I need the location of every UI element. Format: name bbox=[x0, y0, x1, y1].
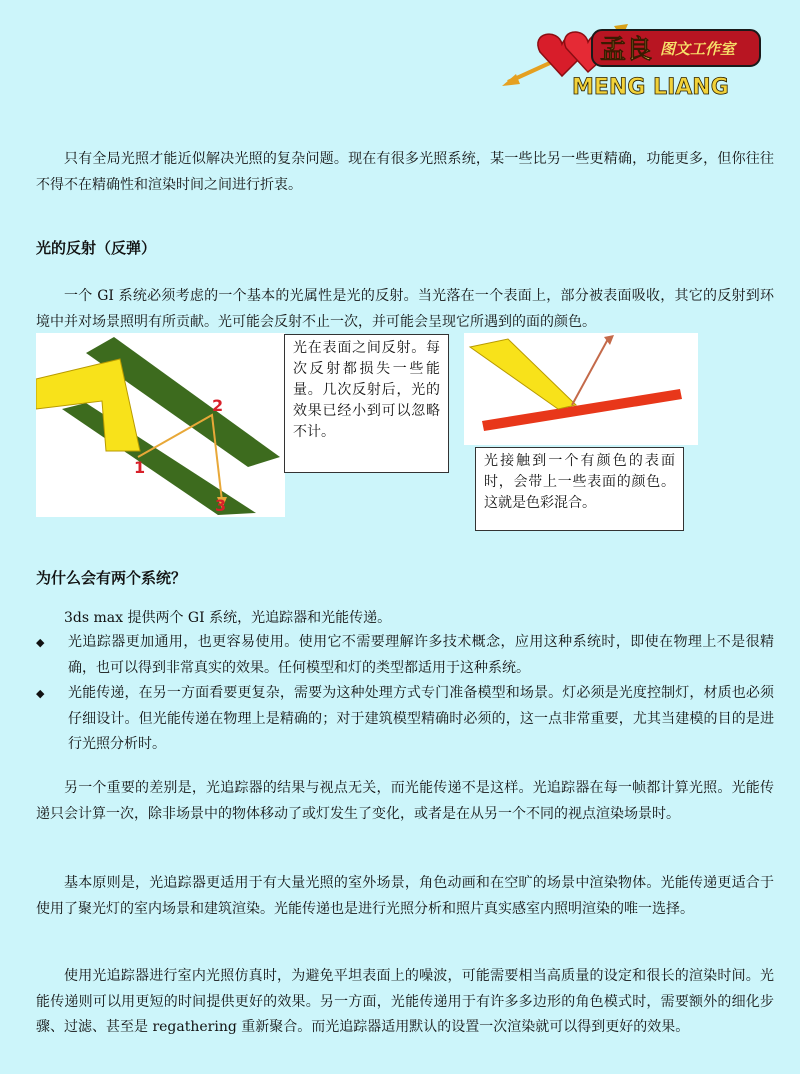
reflection-paragraph: 一个 GI 系统必须考虑的一个基本的光属性是光的反射。当光落在一个表面上，部分被表面吸收，其它的反射到环境中并对场景照明有所贡献。光可能会反射不止一次，并可能会呈现它所遇到的面的颜色。 bbox=[36, 288, 774, 330]
callout-reflection-loss: 光在表面之间反射。每次反射都损失一些能量。几次反射后，光的效果已经小到可以忽略不计。 bbox=[284, 334, 449, 473]
diamond-bullet-icon: ◆ bbox=[36, 687, 45, 700]
list-item bbox=[36, 630, 774, 681]
section-heading-two-systems: 为什么会有两个系统？ bbox=[36, 569, 187, 587]
red-surface bbox=[482, 389, 682, 431]
logo-cn-name: 孟良 bbox=[600, 35, 653, 65]
list-item bbox=[36, 681, 774, 758]
studio-logo bbox=[500, 10, 770, 102]
logo-cn-studio: 图文工作室 bbox=[660, 40, 736, 58]
callout-color-bleeding: 光接触到一个有颜色的表面时，会带上一些表面的颜色。这就是色彩混合。 bbox=[475, 447, 684, 531]
paragraph-basic-principle: 基本原则是，光追踪器更适用于有大量光照的室外场景，角色动画和在空旷的场景中渲染物体。光能传递更适合于使用了聚光灯的室内场景和建筑渲染。光能传递也是进行光照分析和照片真实感室内照明渲染的唯一选择。 bbox=[36, 875, 774, 917]
bounce-label-2: 2 bbox=[212, 396, 224, 415]
figure-color-bleeding bbox=[464, 333, 698, 445]
figure-light-bounce bbox=[36, 333, 285, 517]
logo-en-name: MENG LIANG bbox=[572, 75, 729, 100]
section-heading-reflection: 光的反射（反弹） bbox=[36, 239, 157, 257]
paragraph-view-dependence: 另一个重要的差别是，光追踪器的结果与视点无关，而光能传递不是这样。光追踪器在每一帧都计算光照。光能传递只会计算一次，除非场景中的物体移动了或灯发生了变化，或者是在从另一个不同的视点渲染场景时。 bbox=[36, 780, 774, 822]
bounce-label-1: 1 bbox=[134, 458, 146, 477]
bullet-text-light-tracer: 光追踪器更加通用，也更容易使用。使用它不需要理解许多技术概念，应用这种系统时，即使在物理上不是很精确，也可以得到非常真实的效果。任何模型和灯的类型都适用于这种系统。 bbox=[68, 634, 774, 676]
diamond-bullet-icon: ◆ bbox=[36, 636, 45, 649]
intro-paragraph: 只有全局光照才能近似解决光照的复杂问题。现在有很多光照系统，某一些比另一些更精确，功能更多，但你往往不得不在精确性和渲染时间之间进行折衷。 bbox=[36, 151, 774, 193]
bullet-text-radiosity: 光能传递，在另一方面看要更复杂，需要为这种处理方式专门准备模型和场景。灯必须是光度控制灯，材质也必须仔细设计。但光能传递在物理上是精确的；对于建筑模型精确时必须的，这一点非常重要，尤其当建模的目的是进行光照分析时。 bbox=[68, 685, 774, 752]
yellow-light-ray bbox=[470, 339, 576, 409]
two-systems-intro: 3ds max 提供两个 GI 系统，光追踪器和光能传递。 bbox=[64, 610, 392, 626]
paragraph-indoor-simulation: 使用光追踪器进行室内光照仿真时，为避免平坦表面上的噪波，可能需要相当高质量的设定和很长的渲染时间。光能传递则可以用更短的时间提供更好的效果。另一方面，光能传递用于有许多多边形的角色模式时，需要额外的细化步骤、过滤、甚至是 regathering 重新聚合。而光追踪器适用默认的设置一次渲染就可以得到更好的效果。 bbox=[36, 968, 774, 1035]
reflected-ray bbox=[572, 339, 608, 405]
bounce-label-3: 3 bbox=[215, 496, 227, 515]
